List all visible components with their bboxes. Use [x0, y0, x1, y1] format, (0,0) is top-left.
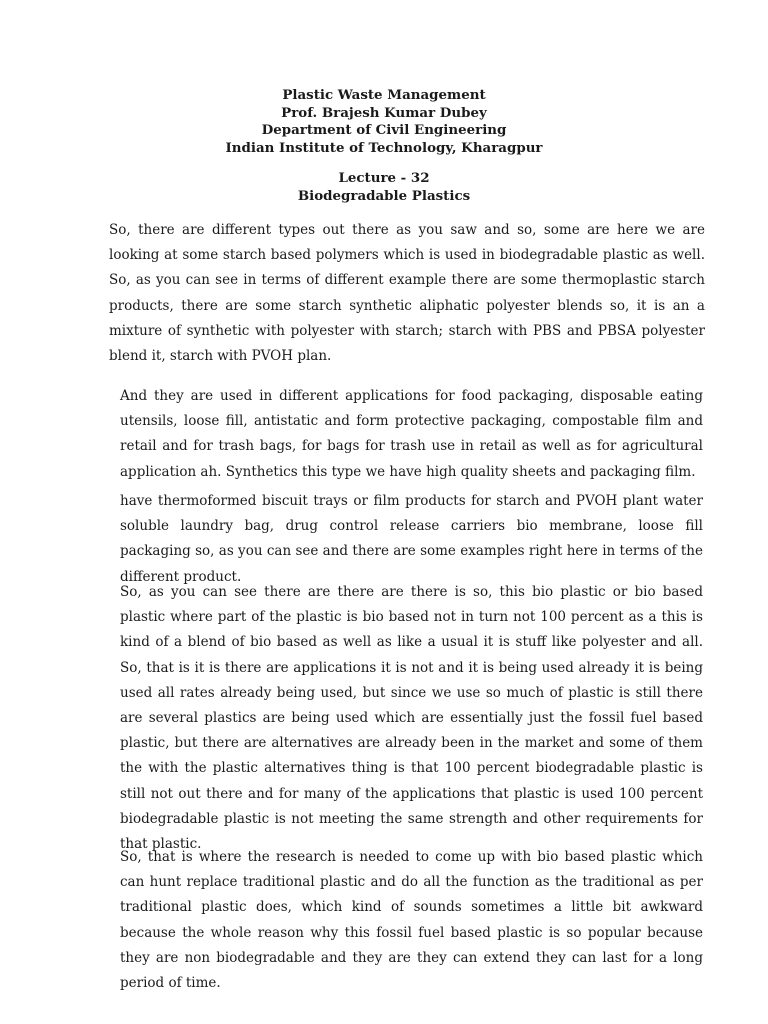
professor-name: Prof. Brajesh Kumar Dubey [281, 104, 487, 121]
lecture-number: Lecture - 32 [338, 170, 430, 186]
paragraph-4: So, as you can see there are there are there is so, this bio plastic or bio based plastic where part of the plastic is bio based not in turn not 100 percent as a this is kind of a blend of bio based as well as like a usual it is stuff like polyester and all. So, that is it is there are applications it is not and it is being used already it is being used all rates already being used, but since we use so much of plastic is still there are several plastics are being used which are essentially just the fossil fuel based plastic, but there are alternatives are already been in the market and some of them the with the plastic alternatives thing is that 100 percent biodegradable plastic is still not out there and for many of the applications that plastic is used 100 percent biodegradable plastic is not meeting the same strength and other requirements for that plastic. [120, 584, 703, 853]
lecture-header [0, 87, 768, 205]
lecture-title: Biodegradable Plastics [297, 187, 471, 204]
institute-name: Indian Institute of Technology, Kharagpur [225, 139, 543, 156]
header-spacer [0, 157, 768, 170]
paragraph-1: So, there are different types out there as you saw and so, some are here we are looking at some starch based polymers which is used in biodegradable plastic as well. So, as you can see in terms of different example there are some thermoplastic starch products, there are some starch synthetic aliphatic polyester blends so, it is an a mixture of synthetic with polyester with starch; starch with PBS and PBSA polyester blend it, starch with PVOH plan. [109, 222, 705, 365]
paragraph-5: So, that is where the research is needed to come up with bio based plastic which can hunt replace traditional plastic and do all the function as the traditional as per traditional plastic does, which kind of sounds sometimes a little bit awkward because the whole reason why this fossil fuel based plastic is so popular because they are non biodegradable and they are they can extend they can last for a long period of time. [120, 849, 703, 992]
course-title: Plastic Waste Management [282, 87, 486, 103]
paragraph-3: have thermoformed biscuit trays or film products for starch and PVOH plant water soluble laundry bag, drug control release carriers bio membrane, loose fill packaging so, as you can see and there are some examples right here in terms of the different product. [120, 493, 703, 585]
department-name: Department of Civil Engineering [261, 122, 507, 138]
paragraph-2: And they are used in different applications for food packaging, disposable eating utensils, loose fill, antistatic and form protective packaging, compostable film and retail and for trash bags, for bags for trash use in retail as well as for agricultural application ah. Synthetics this type we have high quality sheets and packaging film. [120, 388, 703, 480]
